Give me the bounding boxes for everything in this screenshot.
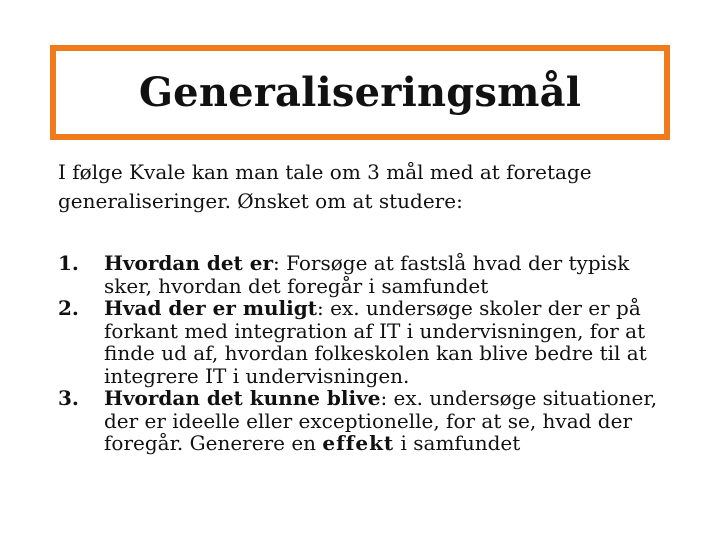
- item-term: Hvad der er muligt: [104, 296, 317, 320]
- intro-line-1: I følge Kvale kan man tale om 3 mål med at foretage: [58, 160, 592, 184]
- item-number: 1.: [58, 251, 79, 275]
- item-number: 2.: [58, 296, 79, 320]
- list-item: [58, 297, 678, 387]
- item-text: : ex. undersøge skoler der er på forkant med integration af IT i undervisningen, for at finde ud af, hvordan folkeskolen kan blive bedre til at integrere IT i undervisningen.: [104, 296, 647, 388]
- item-text-before: : ex. undersøge situationer, der er ideelle eller exceptionelle, for at se, hvad der foregår. Generere en: [104, 386, 658, 455]
- slide-title: Generaliseringsmål: [138, 69, 582, 116]
- list-item: [58, 387, 678, 455]
- item-term: Hvordan det er: [104, 251, 274, 275]
- item-term: Hvordan det kunne blive: [104, 386, 381, 410]
- item-text: : Forsøge at fastslå hvad der typisk sker, hvordan det foregår i samfundet: [104, 251, 630, 298]
- goals-list: [58, 252, 678, 455]
- item-number: 3.: [58, 386, 79, 410]
- intro-paragraph: [58, 158, 688, 216]
- item-text-after: i samfundet: [394, 431, 521, 455]
- item-emphasis: effekt: [322, 431, 395, 455]
- title-box: [50, 45, 670, 140]
- intro-line-2: generaliseringer. Ønsket om at studere:: [58, 189, 463, 213]
- list-item: [58, 252, 678, 297]
